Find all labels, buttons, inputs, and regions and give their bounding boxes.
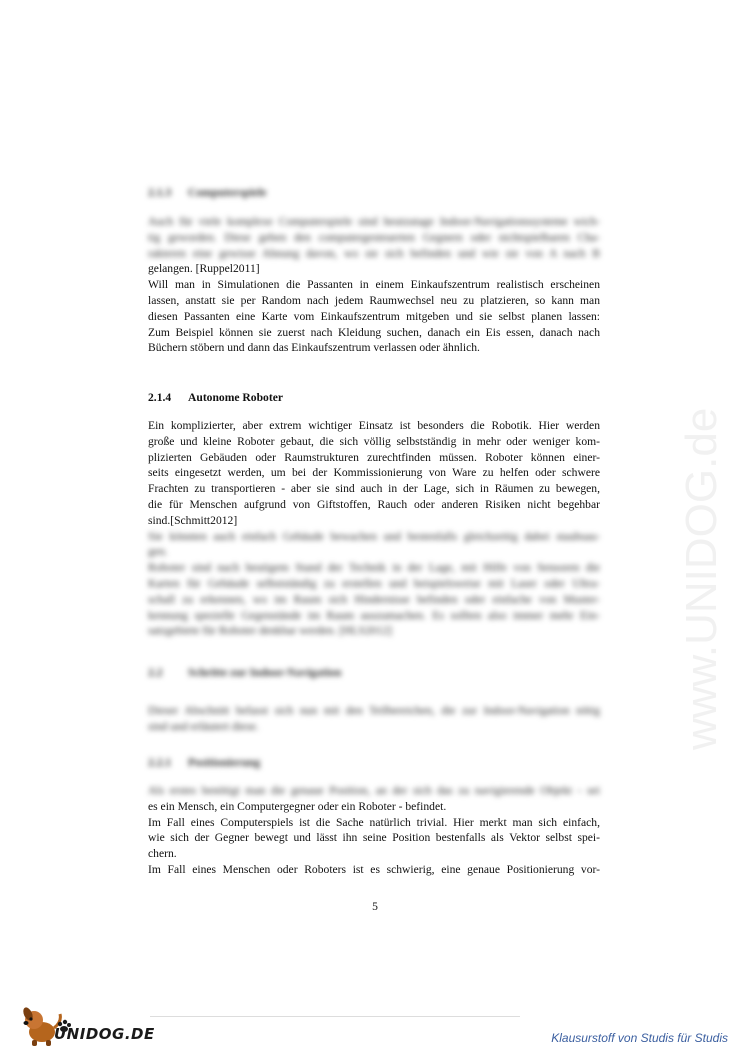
section-number: 2.1.4: [148, 391, 172, 404]
section-title: Autonome Roboter: [188, 391, 283, 404]
section-number: 2.2.1: [148, 756, 172, 769]
text-line: es ein Mensch, ein Computergegner oder ein Roboter - befindet.: [148, 799, 447, 813]
section-2-2-body: [148, 703, 600, 735]
section-2-2-1-heading: [148, 756, 260, 769]
text-line: Roboter sind nach heutigem Stand der Technik in der Lage, mit Hilfe von Sensoren die: [148, 561, 600, 575]
text-line: Karten für Gebäude selbstständig zu erstellen und beispielsweise mit Laser oder Ultra-: [148, 576, 600, 590]
text-line: satzgebiete für Roboter denkbar werden. [HLS2012]: [148, 624, 393, 638]
watermark-text: www.UNIDOG.de: [677, 407, 726, 750]
section-2-1-4-heading: [148, 391, 283, 404]
text-line: Im Fall eines Computerspiels ist die Sache natürlich trivial. Hier merkt man sich einfach,: [148, 815, 600, 829]
text-line: sind.[Schmitt2012]: [148, 513, 238, 527]
section-title: Positionierung: [188, 756, 261, 769]
text-line: diesen Passanten eine Karte vom Einkaufszentrum mitgeben und sie selbst planen lassen:: [148, 309, 600, 323]
text-line: gelangen. [Ruppel2011]: [148, 262, 260, 276]
text-line: Ein komplizierter, aber extrem wichtiger Einsatz ist besonders die Robotik. Hier werden: [148, 419, 600, 432]
text-line: seits eingesetzt werden, um bei der Kommissionierung von Ware zu helfen oder schwere: [148, 466, 600, 480]
text-line: Auch für viele komplexe Computerspiele sind heutzutage Indoor-Navigationssysteme wich-: [148, 215, 600, 228]
section-2-1-3-heading: [148, 186, 267, 199]
text-line: Frachten zu transportieren - aber sie sind auch in der Lage, sich in Räumen zu bewegen,: [148, 482, 600, 496]
text-line: rakteren eine gewisse Ahnung davon, wo sie sich befinden und wie sie von A nach B: [148, 246, 600, 260]
text-line: Büchern stöbern und dann das Einkaufszentrum verlassen oder ähnlich.: [148, 341, 480, 355]
text-line: große und kleine Roboter gebaut, die sich völlig selbstständig in mehr oder weniger kom-: [148, 434, 600, 448]
logo-text: UNIDOG.DE: [54, 1025, 155, 1043]
section-number: 2.1.3: [148, 186, 172, 199]
text-line: die für Menschen aufgrund von Giftstoffen, Rauch oder anderen Risiken nicht begehbar: [148, 497, 600, 511]
footer-tagline: Klausurstoff von Studis für Studis: [551, 1031, 728, 1045]
text-line: kennung spezielle Gegenstände im Raum auszumachen. Es sollten also immer mehr Ein-: [148, 608, 600, 622]
text-line: Sie könnten auch einfach Gebäude bewachen und bestenfalls gleichzeitig dabei staubsau-: [148, 529, 600, 543]
section-2-2-1-body: [148, 783, 600, 878]
page-number: 5: [372, 900, 378, 913]
text-line: Will man in Simulationen die Passanten in einem Einkaufszentrum realistisch erscheinen: [148, 278, 600, 292]
text-line: schall zu erkennen, wo im Raum sich Hindernisse befinden oder einfache von Muster-: [148, 592, 600, 606]
watermark: [672, 280, 732, 760]
text-line: Zum Beispiel können sie zuerst nach Kleidung suchen, danach ein Eis essen, danach nach: [148, 325, 600, 339]
text-line: Dieser Abschnitt befasst sich nun mit den Teilbereichen, die zur Indoor-Navigation nötig: [148, 704, 600, 717]
text-line: chern.: [148, 847, 177, 861]
text-line: lassen, anstatt sie per Random nach jedem Raumwechsel neu zu platzieren, so kann man: [148, 293, 600, 307]
footer-divider: [150, 1016, 520, 1017]
text-line: Als erstes benötigt man die genaue Position, an der sich das zu navigierende Objekt - sei: [148, 784, 600, 797]
section-title: Computerspiele: [188, 186, 267, 199]
section-number: 2.2: [148, 666, 163, 679]
text-line: gen.: [148, 545, 168, 559]
section-2-1-4-body: [148, 418, 600, 639]
text-line: sind und erläutert diese.: [148, 719, 259, 733]
text-line: Im Fall eines Menschen oder Roboters ist es schwierig, eine genaue Positionierung vor-: [148, 862, 600, 876]
section-2-1-3-body: [148, 214, 600, 356]
section-2-2-heading: [148, 666, 341, 679]
text-line: plizierten Gebäuden oder Raumstrukturen zurechtfinden müssen. Roboter können einer-: [148, 450, 600, 464]
text-line: tig geworden. Diese geben den computergesteuerten Gegnern oder nichtspielbaren Cha-: [148, 230, 600, 244]
text-line: wie sich der Gegner bewegt und lässt ihn seine Position bestenfalls als Vektor selbst spei-: [148, 831, 600, 845]
section-title: Schritte zur Indoor-Navigation: [188, 666, 342, 679]
